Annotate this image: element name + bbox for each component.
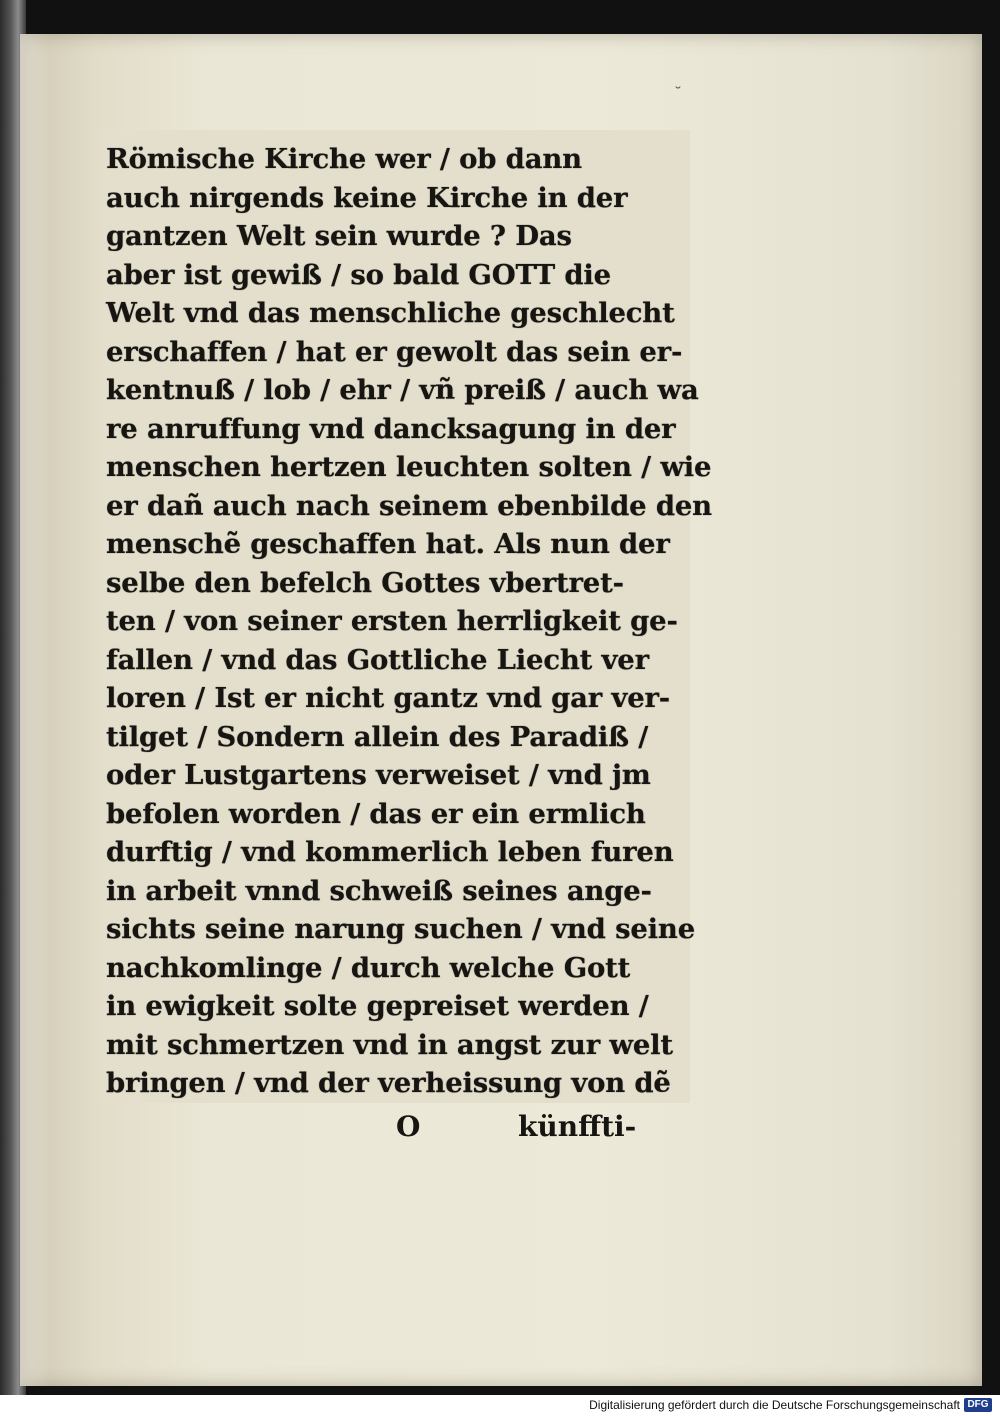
- funding-credit: Digitalisierung gefördert durch die Deutsche Forschungsgemeinschaft: [589, 1398, 960, 1412]
- text-line: durftig / vnd kommerlich leben furen: [106, 836, 674, 868]
- text-line: bringen / vnd der verheissung von dẽ: [106, 1067, 671, 1099]
- text-line: gantzen Welt sein wurde ? Das: [106, 220, 572, 252]
- text-line: re anruffung vnd dancksagung in der: [106, 412, 676, 445]
- text-line: fallen / vnd das Gottliche Liecht ver: [106, 643, 649, 676]
- text-block: [100, 130, 712, 1103]
- text-line: tilget / Sondern allein des Paradiß /: [106, 720, 649, 753]
- text-line: befolen worden / das er ein ermlich: [106, 797, 646, 830]
- text-line: sichts seine narung suchen / vnd seine: [106, 913, 695, 945]
- text-line: loren / Ist er nicht gantz vnd gar ver-: [106, 682, 670, 714]
- text-line: menschen hertzen leuchten solten / wie: [106, 451, 712, 483]
- text-line: nachkomlinge / durch welche Gott: [106, 951, 631, 984]
- footer-bar: [0, 1395, 1000, 1416]
- text-line: ten / von seiner ersten herrligkeit ge-: [106, 605, 678, 637]
- text-line: menschẽ geschaffen hat. Als nun der: [106, 528, 670, 560]
- text-line: in ewigkeit solte gepreiset werden /: [106, 990, 649, 1022]
- text-line: kentnuß / lob / ehr / vñ preiß / auch wa: [106, 374, 699, 406]
- text-line: in arbeit vnnd schweiß seines ange-: [106, 874, 652, 907]
- text-line: selbe den befelch Gottes vbertret-: [106, 566, 624, 599]
- signature-mark: O: [396, 1110, 421, 1143]
- text-line: er dañ auch nach seinem ebenbilde den: [106, 489, 712, 522]
- catchword: künffti-: [518, 1110, 637, 1143]
- text-line: Römische Kirche wer / ob dann: [106, 143, 582, 175]
- text-line: Welt vnd das menschliche geschlecht: [106, 297, 675, 329]
- dfg-logo-icon: DFG: [964, 1398, 992, 1412]
- catchword-line: [100, 1110, 660, 1150]
- text-line: oder Lustgartens verweiset / vnd jm: [106, 759, 651, 791]
- page-curl-shading: [20, 34, 50, 1386]
- page-corner-mark: ˘: [674, 84, 682, 103]
- text-line: auch nirgends keine Kirche in der: [106, 181, 628, 214]
- text-line: erschaffen / hat er gewolt das sein er-: [106, 335, 683, 368]
- text-line: mit schmertzen vnd in angst zur welt: [106, 1028, 673, 1061]
- text-line: aber ist gewiß / so bald GOTT die: [106, 258, 611, 291]
